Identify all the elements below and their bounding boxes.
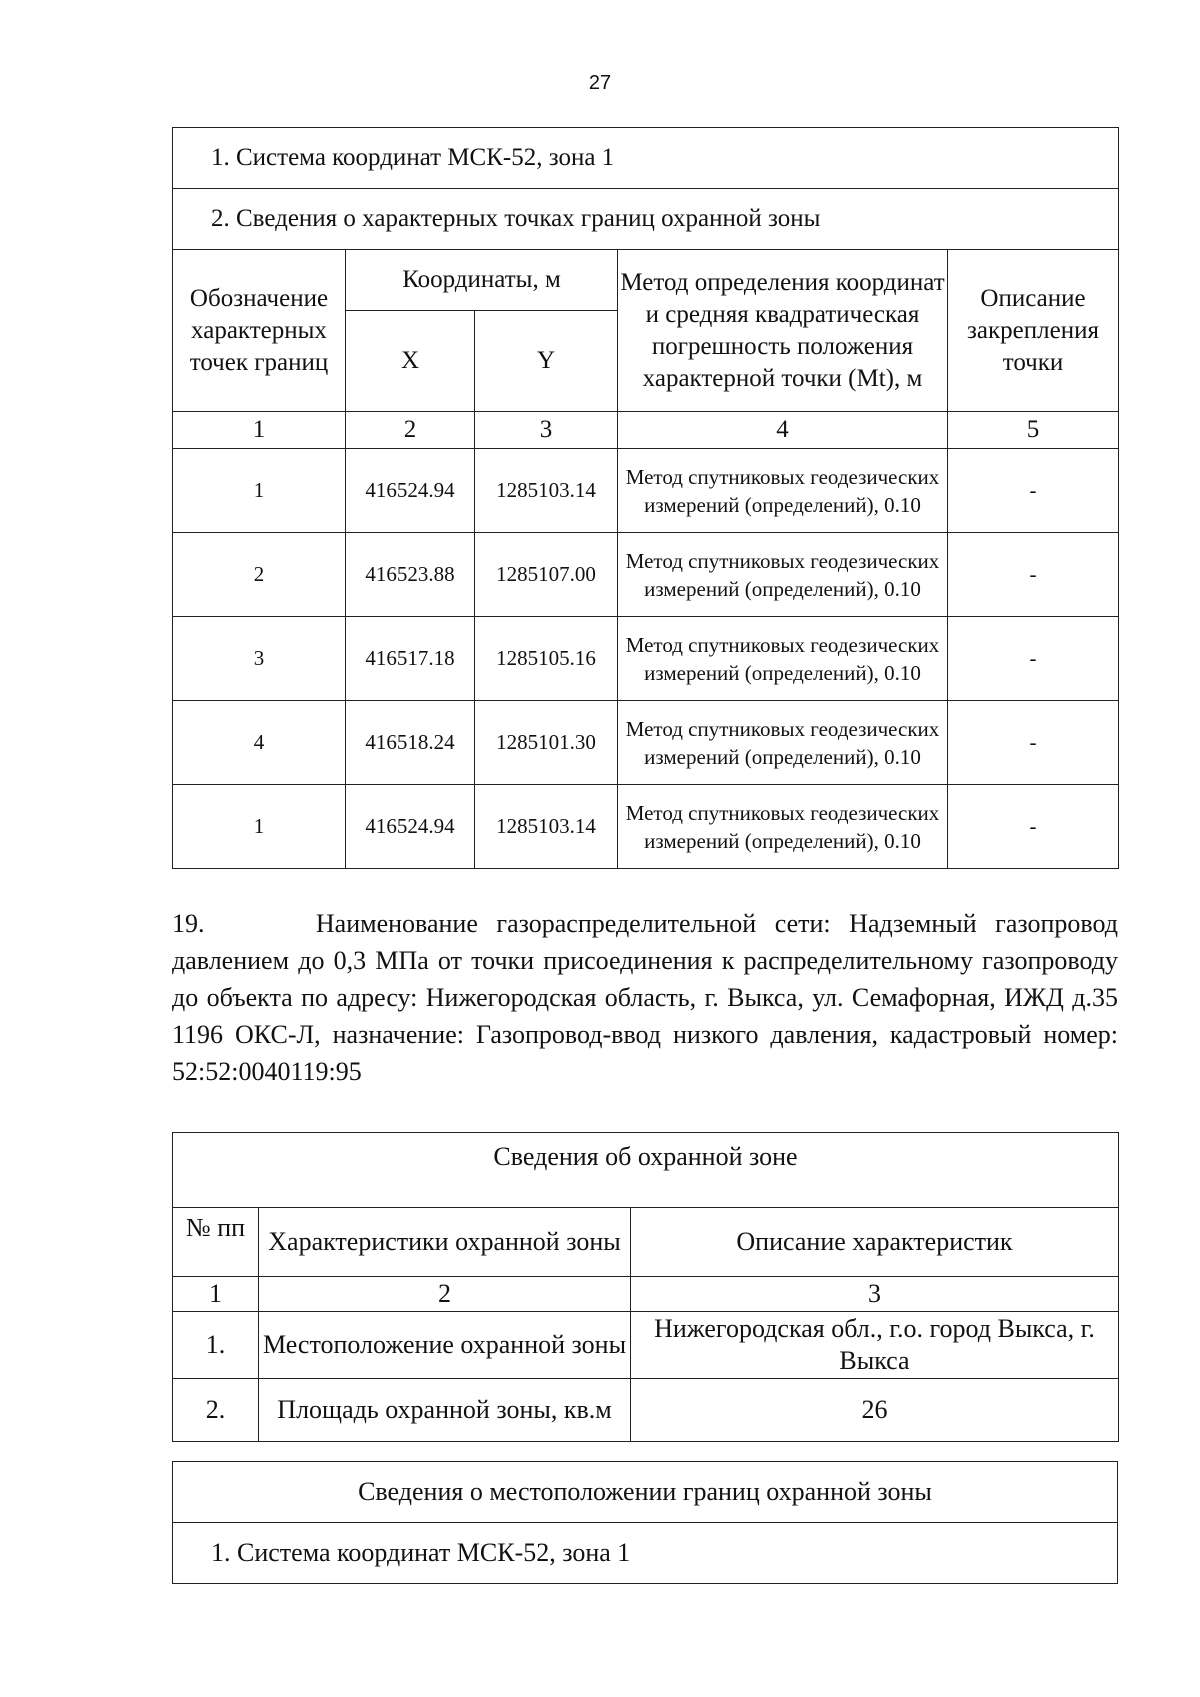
column-number: 2 [259, 1277, 631, 1312]
fixing-description: - [948, 449, 1119, 533]
table-row [173, 1379, 1119, 1442]
characteristic: Площадь охранной зоны, кв.м [259, 1379, 631, 1442]
coord-system-label: 1. Система координат МСК-52, зона 1 [173, 1523, 1118, 1584]
method-text: Метод спутниковых геодезических измерений (определений), 0.10 [618, 701, 948, 785]
fixing-description: - [948, 785, 1119, 869]
x-value: 416523.88 [346, 533, 475, 617]
table-row [173, 617, 1119, 701]
fixing-description: - [948, 701, 1119, 785]
column-number: 2 [346, 412, 475, 449]
column-numbers-row [173, 1277, 1119, 1312]
header-description: Описание характеристик [631, 1208, 1119, 1277]
column-number: 5 [948, 412, 1119, 449]
y-value: 1285105.16 [475, 617, 618, 701]
row-number: 2. [173, 1379, 259, 1442]
column-number: 1 [173, 1277, 259, 1312]
row-number: 1. [173, 1312, 259, 1379]
point-id: 1 [173, 449, 346, 533]
x-value: 416517.18 [346, 617, 475, 701]
column-number: 3 [475, 412, 618, 449]
table-row [173, 1312, 1119, 1379]
header-description: Описание закрепления точки [948, 250, 1119, 412]
column-number: 3 [631, 1277, 1119, 1312]
coord-system-label: 1. Система координат МСК-52, зона 1 [173, 128, 1119, 189]
method-text: Метод спутниковых геодезических измерений (определений), 0.10 [618, 617, 948, 701]
header-number: № пп [173, 1208, 259, 1277]
x-value: 416518.24 [346, 701, 475, 785]
table-row [173, 785, 1119, 869]
header-characteristics: Характеристики охранной зоны [259, 1208, 631, 1277]
method-text: Метод спутниковых геодезических измерений (определений), 0.10 [618, 449, 948, 533]
column-numbers-row [173, 412, 1119, 449]
fixing-description: - [948, 533, 1119, 617]
characteristic-description: 26 [631, 1379, 1119, 1442]
column-number: 1 [173, 412, 346, 449]
protection-zone-table [172, 1132, 1119, 1442]
zone-location-table [172, 1461, 1118, 1584]
header-x: X [346, 311, 475, 412]
point-id: 3 [173, 617, 346, 701]
point-id: 2 [173, 533, 346, 617]
header-coordinates: Координаты, м [346, 250, 618, 311]
y-value: 1285107.00 [475, 533, 618, 617]
characteristic-description: Нижегородская обл., г.о. город Выкса, г. Выкса [631, 1312, 1119, 1379]
header-designation: Обозначение характерных точек границ [173, 250, 346, 412]
boundary-points-table [172, 127, 1119, 869]
table-row [173, 701, 1119, 785]
y-value: 1285101.30 [475, 701, 618, 785]
table-row [173, 449, 1119, 533]
point-id: 1 [173, 785, 346, 869]
characteristic: Местоположение охранной зоны [259, 1312, 631, 1379]
column-number: 4 [618, 412, 948, 449]
method-text: Метод спутниковых геодезических измерений (определений), 0.10 [618, 785, 948, 869]
table-row [173, 533, 1119, 617]
point-id: 4 [173, 701, 346, 785]
header-y: Y [475, 311, 618, 412]
zone-location-title: Сведения о местоположении границ охранной зоны [173, 1462, 1118, 1523]
network-description-paragraph: 19. Наименование газораспределительной сети: Надземный газопровод давлением до 0,3 МПа от точки присоединения к распределительному газопроводу до объекта по адресу: Нижегородская область, г. Выкса, ул. Семафорная, ИЖД д.35 1196 ОКС-Л, назначение: Газопровод-ввод низкого давления, кадастровый номер: 52:52:0040119:95 [172, 909, 1118, 1086]
protection-zone-title: Сведения об охранной зоне [173, 1133, 1119, 1208]
section-title: 2. Сведения о характерных точках границ охранной зоны [173, 189, 1119, 250]
y-value: 1285103.14 [475, 449, 618, 533]
x-value: 416524.94 [346, 449, 475, 533]
method-text: Метод спутниковых геодезических измерений (определений), 0.10 [618, 533, 948, 617]
page-number: 27 [588, 72, 612, 94]
x-value: 416524.94 [346, 785, 475, 869]
fixing-description: - [948, 617, 1119, 701]
header-method: Метод определения координат и средняя квадратическая погрешность положения характерной точки (Mt), м [618, 250, 948, 412]
y-value: 1285103.14 [475, 785, 618, 869]
